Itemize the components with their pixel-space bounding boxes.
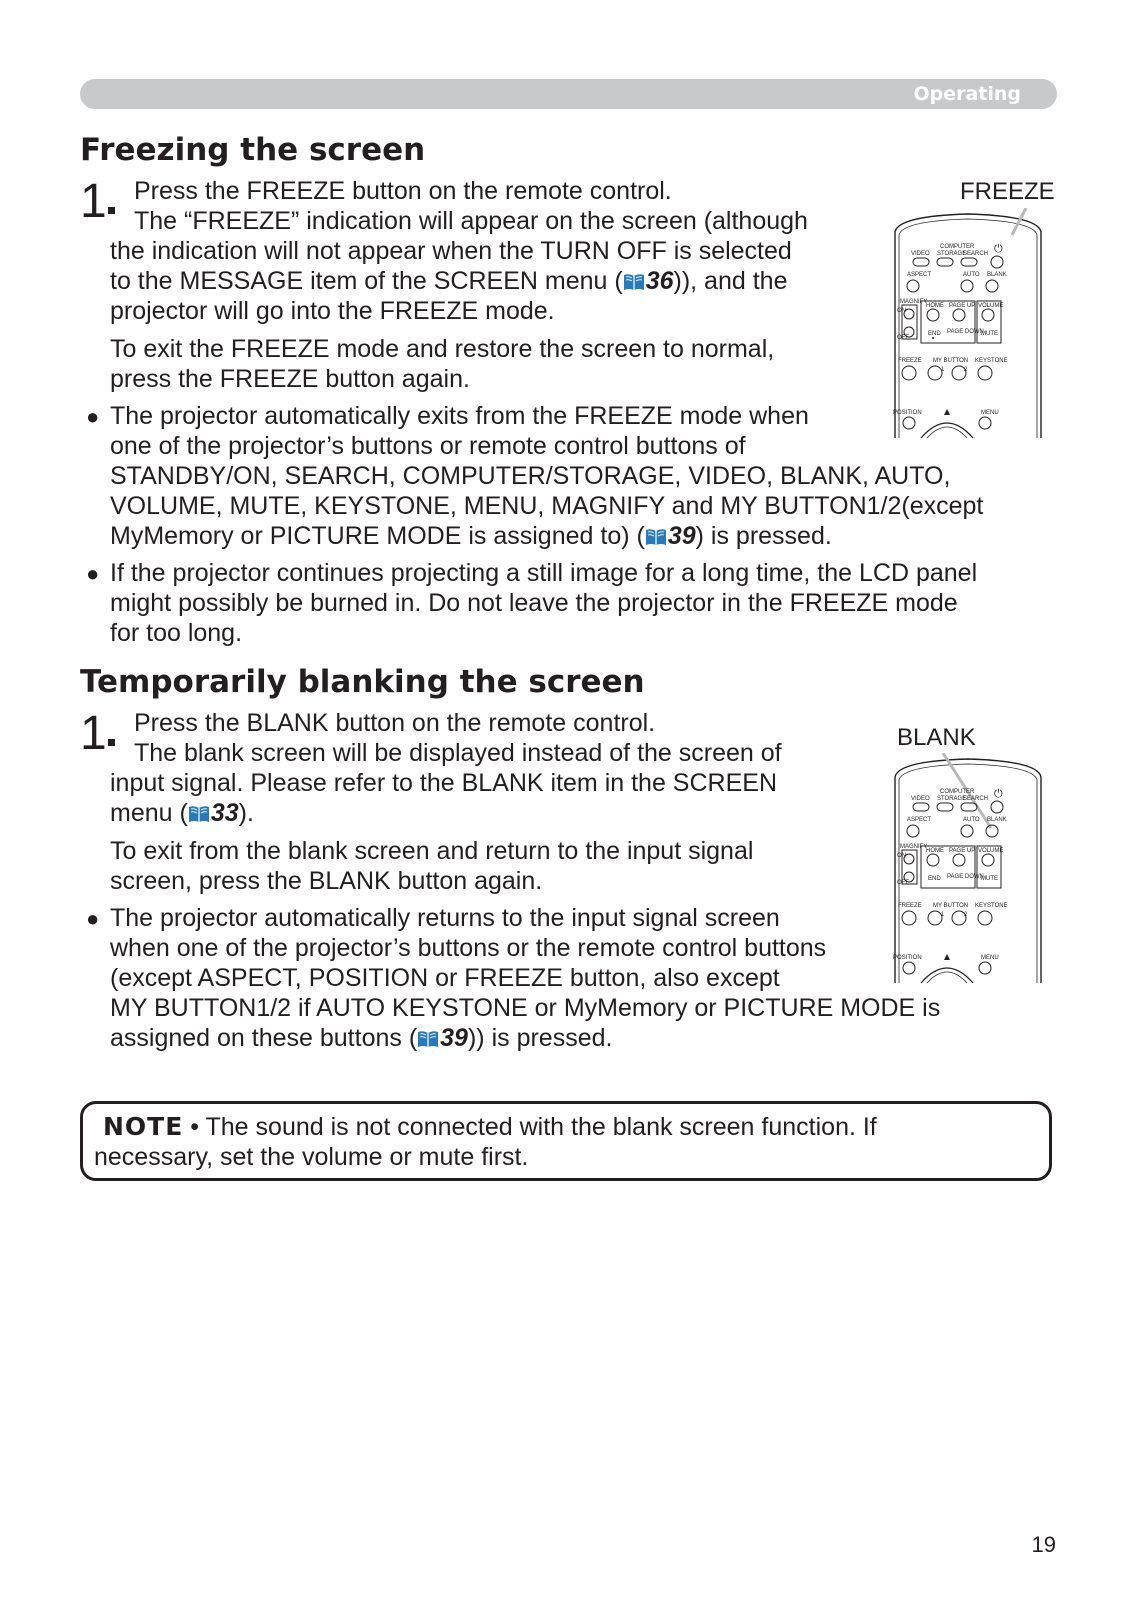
- remote-label-page-down: PAGE DOWN: [947, 874, 984, 880]
- remote-label-home: HOME: [926, 303, 944, 309]
- remote-label-auto: AUTO: [963, 817, 980, 823]
- blank-exit-line-1: To exit from the blank screen and return to the input signal: [110, 837, 754, 865]
- freeze-bullet1-line-5: [110, 521, 832, 551]
- freeze-line-4-tail: )), and the: [673, 267, 788, 295]
- header-section-label: Operating: [913, 83, 1021, 105]
- remote-label-video: VIDEO: [911, 251, 930, 257]
- blank-bullet1-line-3: (except ASPECT, POSITION or FREEZE button, also except: [110, 964, 780, 992]
- blank-bullet1-line-1: The projector automatically returns to the input signal screen: [110, 904, 780, 932]
- remote-label-mb2: 2: [964, 912, 968, 918]
- book-icon: [623, 273, 645, 291]
- blank-ref-33[interactable]: 33: [210, 799, 239, 827]
- remote-label-my-button: MY BUTTON: [933, 903, 969, 909]
- remote-label-search: SEARCH: [963, 251, 989, 257]
- remote-label-off: OFF: [897, 880, 909, 886]
- remote-label-keystone: KEYSTONE: [975, 358, 1008, 364]
- note-line-2: necessary, set the volume or mute first.: [94, 1143, 529, 1171]
- remote-label-page-up: PAGE UP: [949, 848, 976, 854]
- freeze-remote-label: FREEZE: [960, 178, 1055, 205]
- freeze-line-1: Press the FREEZE button on the remote control.: [134, 177, 672, 205]
- blank-line-4-text: menu (: [110, 799, 188, 827]
- remote-label-magnify: MAGNIFY: [900, 844, 928, 850]
- pointer-line: [1012, 208, 1026, 235]
- remote-label-auto: AUTO: [963, 272, 980, 278]
- remote-label-volume: VOLUME: [978, 848, 1004, 854]
- freeze-bullet1-line-3: STANDBY/ON, SEARCH, COMPUTER/STORAGE, VIDEO, BLANK, AUTO,: [110, 462, 951, 490]
- blank-bullet1-line-4: MY BUTTON1/2 if AUTO KEYSTONE or MyMemory or PICTURE MODE is: [110, 994, 941, 1022]
- remote-label-on: ON: [897, 853, 906, 859]
- remote-label-computer: COMPUTER: [940, 244, 975, 250]
- power-icon: ⏻: [994, 787, 1003, 800]
- blank-bullet1-line-5-tail: )) is pressed.: [467, 1024, 613, 1052]
- page-number: 19: [1031, 1532, 1056, 1557]
- remote-label-blank: BLANK: [987, 817, 1007, 823]
- freeze-bullet1-line-5-text: MyMemory or PICTURE MODE is assigned to) (: [110, 522, 645, 550]
- freeze-line-4: [110, 266, 787, 296]
- book-icon: [645, 528, 667, 546]
- power-icon: ⏻: [994, 242, 1003, 255]
- note-box: [80, 1101, 1052, 1181]
- freeze-section-title: Freezing the screen: [80, 132, 426, 168]
- blank-line-2: The blank screen will be displayed instead of the screen of: [134, 739, 782, 767]
- remote-label-home: HOME: [926, 848, 944, 854]
- remote-label-end: END: [928, 876, 941, 882]
- blank-step-dot: [108, 739, 115, 746]
- blank-line-4-tail: ).: [238, 799, 254, 827]
- remote-label-page-up: PAGE UP: [949, 303, 976, 309]
- remote-label-position: POSITION: [893, 955, 922, 961]
- remote-label-video: VIDEO: [911, 796, 930, 802]
- freeze-line-4-text: to the MESSAGE item of the SCREEN menu (: [110, 267, 623, 295]
- note-label: NOTE: [103, 1112, 184, 1141]
- freeze-line-5: projector will go into the FREEZE mode.: [110, 297, 555, 325]
- blank-line-1: Press the BLANK button on the remote control.: [134, 709, 656, 737]
- freeze-bullet2-line-3: for too long.: [110, 619, 243, 647]
- book-icon: [417, 1030, 439, 1048]
- remote-control-illustration: [893, 208, 1043, 438]
- remote-label-freeze: FREEZE: [898, 358, 922, 364]
- blank-line-4: [110, 798, 254, 828]
- freeze-bullet1-line-2: one of the projector’s buttons or remote control buttons of: [110, 432, 746, 460]
- blank-remote-label: BLANK: [897, 724, 976, 751]
- freeze-line-3: the indication will not appear when the TURN OFF is selected: [110, 237, 792, 265]
- blank-line-3: input signal. Please refer to the BLANK item in the SCREEN: [110, 769, 777, 797]
- remote-label-aspect: ASPECT: [907, 817, 932, 823]
- remote-label-menu: MENU: [981, 410, 999, 416]
- remote-label-storage: STORAGE: [937, 251, 967, 257]
- book-icon: [188, 805, 210, 823]
- freeze-ref-39[interactable]: 39: [667, 522, 696, 550]
- blank-bullet1-line-5: [110, 1023, 612, 1053]
- freeze-bullet2-line-1: If the projector continues projecting a still image for a long time, the LCD panel: [110, 559, 978, 587]
- freeze-bullet2-line-2: might possibly be burned in. Do not leave the projector in the FREEZE mode: [110, 589, 958, 617]
- note-line-1: [103, 1112, 877, 1142]
- remote-label-on: ON: [897, 308, 906, 314]
- remote-label-off: OFF: [897, 335, 909, 341]
- bullet-dot: ●: [86, 404, 100, 429]
- freeze-ref-36[interactable]: 36: [645, 267, 674, 295]
- remote-label-keystone: KEYSTONE: [975, 903, 1008, 909]
- remote-label-menu: MENU: [981, 955, 999, 961]
- freeze-exit-line-2: press the FREEZE button again.: [110, 365, 470, 393]
- freeze-bullet1-line-5-tail: ) is pressed.: [695, 522, 832, 550]
- blank-bullet1-line-5-text: assigned on these buttons (: [110, 1024, 418, 1052]
- remote-label-volume: VOLUME: [978, 303, 1004, 309]
- remote-label-blank: BLANK: [987, 272, 1007, 278]
- remote-label-mute: MUTE: [981, 331, 998, 337]
- remote-label-page-down: PAGE DOWN: [947, 329, 984, 335]
- remote-label-storage: STORAGE: [937, 796, 967, 802]
- header-bar: [80, 79, 1057, 109]
- remote-label-mb1: 1: [941, 912, 945, 918]
- remote-label-freeze: FREEZE: [898, 903, 922, 909]
- bullet-dot: ●: [86, 561, 100, 586]
- blank-step-number: 1: [80, 707, 107, 760]
- remote-control-illustration: [893, 753, 1043, 983]
- remote-label-my-button: MY BUTTON: [933, 358, 969, 364]
- remote-label-mb1: 1: [941, 367, 945, 373]
- freeze-bullet1-line-4: VOLUME, MUTE, KEYSTONE, MENU, MAGNIFY and MY BUTTON1/2(except: [110, 492, 984, 520]
- remote-label-end: END: [928, 331, 941, 337]
- freeze-exit-line-1: To exit the FREEZE mode and restore the screen to normal,: [110, 335, 775, 363]
- freeze-line-2: The “FREEZE” indication will appear on the screen (although: [134, 207, 808, 235]
- remote-label-computer: COMPUTER: [940, 789, 975, 795]
- remote-label-magnify: MAGNIFY: [900, 299, 928, 305]
- blank-bullet1-line-2: when one of the projector’s buttons or the remote control buttons: [110, 934, 827, 962]
- blank-section-title: Temporarily blanking the screen: [80, 664, 645, 700]
- remote-label-position: POSITION: [893, 410, 922, 416]
- bullet-dot: ●: [86, 906, 100, 931]
- blank-exit-line-2: screen, press the BLANK button again.: [110, 867, 543, 895]
- remote-label-search: SEARCH: [963, 796, 989, 802]
- remote-label-aspect: ASPECT: [907, 272, 932, 278]
- freeze-step-number: 1: [80, 175, 107, 228]
- freeze-bullet1-line-1: The projector automatically exits from the FREEZE mode when: [110, 402, 809, 430]
- remote-label-mute: MUTE: [981, 876, 998, 882]
- note-text-1: • The sound is not connected with the blank screen function. If: [190, 1113, 877, 1141]
- blank-ref-39[interactable]: 39: [440, 1024, 468, 1052]
- freeze-step-dot: [108, 207, 115, 214]
- remote-label-mb2: 2: [964, 367, 968, 373]
